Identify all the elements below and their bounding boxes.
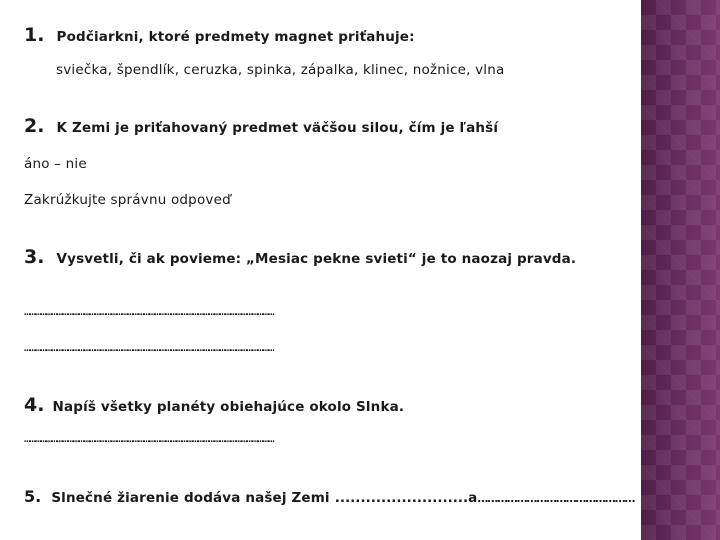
decorative-side-band [641,0,720,540]
question-2-text: K Zemi je priťahovaný predmet väčšou silou, čím je ľahší [56,120,499,136]
question-4 [24,394,404,416]
question-1-items: sviečka, špendlík, ceruzka, spinka, zápalka, klinec, nožnice, vlna [56,62,505,78]
question-5-blank-2: ………………………………………… [477,492,635,505]
question-5-number: 5. [24,487,42,506]
question-5 [24,487,634,506]
question-2-options: áno – nie [24,156,87,172]
question-3-answer-line-2: ………………………………………………………………………………………………………………………… [24,341,274,354]
question-3-answer-line-1: ………………………………………………………………………………………………………………………… [24,305,274,318]
question-3 [24,246,576,268]
question-1 [24,24,415,46]
question-4-text: Napíš všetky planéty obiehajúce okolo Slnka. [52,399,405,415]
question-2-number: 2. [24,115,45,137]
question-5-conjunction: a [468,490,478,506]
question-4-number: 4. [24,394,45,416]
question-5-text: Slnečné žiarenie dodáva našej Zemi [51,490,330,506]
question-2 [24,115,498,137]
question-5-blank-1: .......................... [334,490,469,506]
question-1-text: Podčiarkni, ktoré predmety magnet priťahuje: [56,29,415,45]
question-3-text: Vysvetli, či ak povieme: „Mesiac pekne svieti“ je to naozaj pravda. [56,251,577,267]
question-4-answer-line-1: ………………………………………………………………………………………………………………………… [24,432,274,445]
question-2-instruction: Zakrúžkujte správnu odpoveď [24,192,231,208]
question-3-number: 3. [24,246,45,268]
question-1-number: 1. [24,24,45,46]
